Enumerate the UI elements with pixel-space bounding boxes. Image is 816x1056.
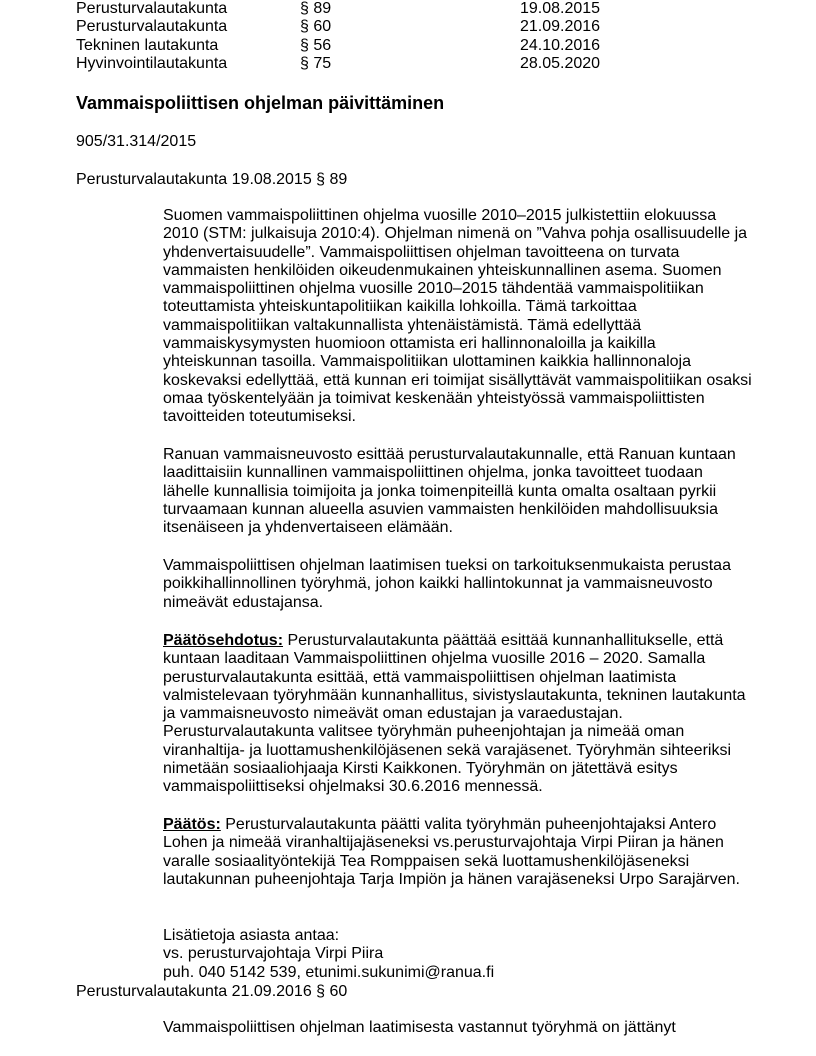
reference-section: § 75 [300,55,332,72]
document-title: Vammaispoliittisen ohjelman päivittäminen [76,93,445,113]
paragraph-initiative [163,446,753,537]
decision-text: Perusturvalautakunta päätti valita työryhmän puheenjohtajaksi Antero Lohen ja nimeää viranhaltijajäseneksi vs.perusturvajohtaja Virpi Piiran ja hänen varalle sosiaalityöntekijä Tea Romppaisen sekä luottamushenkilöjäseneksi lautakunnan puheenjohtaja Tarja Impiön ja hänen varajäseneksi Urpo Sarajärven. [163,816,740,888]
reference-date: 24.10.2016 [520,37,601,54]
reference-body: Hyvinvointilautakunta [76,55,228,72]
decision-proposal [163,632,753,797]
reference-section: § 60 [300,18,332,35]
contact-phone-email: puh. 040 5142 539, etunimi.sukunimi@ranua.fi [163,963,495,981]
reference-date: 28.05.2020 [520,55,601,72]
reference-body: Tekninen lautakunta [76,37,219,54]
paragraph-text: Suomen vammaispoliittinen ohjelma vuosille 2010–2015 julkistettiin elokuussa 2010 (STM: julkaisuja 2010:4). Ohjelman nimenä on ”Vahva pohja osallisuudelle ja yhdenvertaisuudelle”. Vammaispoliittisen ohjelman tavoitteena on turvata vammaisten henkilöiden oikeudenmukainen yhteiskunnallinen asema. Suomen vammaispoliittinen ohjelma vuosille 2010–2015 tähdentää vammaispolitiikan toteuttamista yhteiskuntapolitiikan kaikilla lohkoilla. Tämä tarkoittaa vammaispolitiikan valtakunnallista yhtenäistämistä. Tämä edellyttää vammaiskysymysten huomioon ottamista eri hallinnonaloilla ja kaikilla yhteiskunnan tasoilla. Vammaispolitiikan ulottaminen kaikkia hallinnonaloja koskevaksi edellyttää, että kunnan eri toimijat sisällyttävät vammaispolitiikan osaksi omaa työskentelyään ja toimivat keskenään yhteistyössä vammaispoliittisten tavoitteiden toteutumiseksi. [163,207,752,426]
reference-section: § 89 [300,0,332,17]
contact-info [163,927,753,982]
decision-label: Päätös: [163,816,221,833]
paragraph-working-group [163,557,753,612]
diary-number: 905/31.314/2015 [76,133,197,150]
reference-body: Perusturvalautakunta [76,18,228,35]
reference-body: Perusturvalautakunta [76,0,228,17]
meeting-heading: Perusturvalautakunta 19.08.2015 § 89 [76,171,348,188]
paragraph-continuation [163,1019,753,1037]
reference-section: § 56 [300,37,332,54]
decision [163,816,753,889]
proposal-text: Perusturvalautakunta päättää esittää kunnanhallitukselle, että kuntaan laaditaan Vammaispoliittinen ohjelma vuosille 2016 – 2020. Samalla perusturvalautakunta esittää, että vammaispoliittisen ohjelman laatimista valmistelevaan työryhmään kunnanhallitus, sivistyslautakunta, tekninen lautakunta ja vammaisneuvosto nimeävät oman edustajan ja varaedustajan. Perusturvalautakunta valitsee työryhmän puheenjohtajan ja nimeää oman viranhaltija- ja luottamushenkilöjäsenen sekä varajäsenet. Työryhmän sihteeriksi nimetään sosiaaliohjaaja Kirsti Kaikkonen. Työryhmän on jätettävä esitys vammaispoliittiseksi ohjelmaksi 30.6.2016 mennessä. [163,632,746,796]
reference-date: 19.08.2015 [520,0,601,17]
paragraph-text: Vammaispoliittisen ohjelman laatimisesta vastannut työryhmä on jättänyt [163,1019,676,1036]
proposal-label: Päätösehdotus: [163,632,284,649]
paragraph-text: Vammaispoliittisen ohjelman laatimisen tueksi on tarkoituksenmukaista perustaa poikkihallinnollinen työryhmä, johon kaikki hallintokunnat ja vammaisneuvosto nimeävät edustajansa. [163,557,731,611]
paragraph-text: Ranuan vammaisneuvosto esittää perusturvalautakunnalle, että Ranuan kuntaan laadittaisiin kunnallinen vammaispoliittinen ohjelma, jonka tavoitteet tuodaan lähelle kunnallisia toimijoita ja jonka toimenpiteillä kunta omalta osaltaan pyrkii turvaamaan kunnan alueella asuvien vammaisten henkilöiden mahdollisuuksia itsenäiseen ja yhdenvertaiseen elämään. [163,446,736,537]
meeting-heading: Perusturvalautakunta 21.09.2016 § 60 [76,983,348,1000]
contact-name: vs. perusturvajohtaja Virpi Piira [163,945,384,963]
paragraph-background [163,207,753,427]
contact-heading: Lisätietoja asiasta antaa: [163,927,340,944]
reference-date: 21.09.2016 [520,18,601,35]
